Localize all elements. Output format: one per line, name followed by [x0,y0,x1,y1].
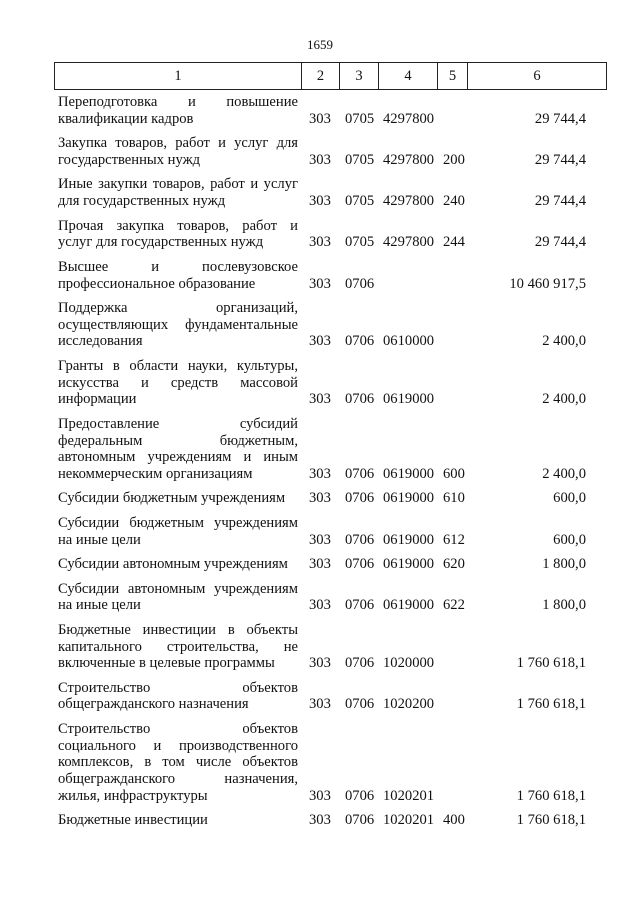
row-name-line: Прочая закупка товаров, работ и [58,217,298,234]
row-name-line: федеральным бюджетным, [58,432,298,449]
table-row [58,490,588,507]
cell-c3: 0706 [345,556,375,573]
row-name-line: Высшее и послевузовское [58,258,298,275]
table-row [58,721,588,805]
cell-c3: 0706 [345,597,375,614]
row-name-line: государственных нужд [58,151,201,168]
cell-c2: 303 [309,333,331,350]
row-name-line: Предоставление субсидий [58,415,298,432]
cell-c2: 303 [309,490,331,507]
row-name-line: Бюджетные инвестиции [58,812,208,829]
cell-c4: 1020200 [383,696,435,713]
cell-c6: 29 744,4 [534,151,586,168]
row-name [58,259,298,292]
cell-c6: 1 760 618,1 [516,696,586,713]
header-col-3: 3 [340,63,379,89]
cell-c4: 4297800 [383,151,435,168]
row-name-line: Субсидии автономным учреждениям [58,580,298,597]
page-number: 1659 [307,37,333,52]
cell-c4: 4297800 [383,193,435,210]
cell-c4: 0619000 [383,391,435,408]
table-header [54,62,607,90]
cell-c4: 0619000 [383,490,435,507]
cell-c6: 2 400,0 [542,391,586,408]
row-name-line: капитального строительства, не [58,638,298,655]
budget-table-body [58,94,588,837]
table-row [58,135,588,168]
table-row [58,622,588,672]
cell-c6: 1 760 618,1 [516,812,586,829]
cell-c2: 303 [309,787,331,804]
cell-c6: 1 800,0 [542,556,586,573]
cell-c4: 0619000 [383,556,435,573]
table-row [58,680,588,713]
cell-c3: 0706 [345,812,375,829]
cell-c3: 0706 [345,490,375,507]
header-col-1: 1 [55,63,302,89]
row-name-line: комплексов, в том числе объектов [58,754,298,771]
cell-c6: 29 744,4 [534,234,586,251]
row-name-line: квалификации кадров [58,110,194,127]
cell-c5: 200 [443,151,465,168]
row-name-line: общегражданского назначения [58,696,249,713]
row-name-line: Гранты в области науки, культуры, [58,357,298,374]
cell-c6: 1 760 618,1 [516,655,586,672]
row-name-line: Субсидии бюджетным учреждениям [58,514,298,531]
row-name-line: Поддержка организаций, [58,300,298,317]
cell-c3: 0705 [345,110,375,127]
cell-c3: 0706 [345,655,375,672]
row-name [58,218,298,251]
cell-c6: 10 460 917,5 [509,275,586,292]
cell-c2: 303 [309,110,331,127]
cell-c5: 612 [443,531,465,548]
row-name-line: общегражданского назначения, [58,771,298,788]
row-name-line: услуг для государственных нужд [58,234,264,251]
cell-c5: 400 [443,812,465,829]
cell-c3: 0706 [345,391,375,408]
cell-c6: 1 760 618,1 [516,787,586,804]
cell-c5: 610 [443,490,465,507]
cell-c2: 303 [309,812,331,829]
table-row [58,300,588,350]
cell-c6: 600,0 [553,531,586,548]
row-name [58,680,298,713]
row-name [58,581,298,614]
row-name [58,416,298,483]
cell-c2: 303 [309,696,331,713]
table-row [58,176,588,209]
cell-c2: 303 [309,655,331,672]
row-name-line: информации [58,391,137,408]
row-name-line: исследования [58,333,143,350]
row-name [58,94,298,127]
row-name [58,812,298,829]
cell-c3: 0705 [345,151,375,168]
row-name-line: Субсидии автономным учреждениям [58,556,288,573]
row-name-line: Строительство объектов [58,679,298,696]
cell-c3: 0706 [345,787,375,804]
row-name-line: Строительство объектов [58,720,298,737]
row-name-line: Переподготовка и повышение [58,94,298,110]
cell-c2: 303 [309,275,331,292]
cell-c6: 2 400,0 [542,465,586,482]
row-name-line: Закупка товаров, работ и услуг для [58,135,298,152]
table-row [58,358,588,408]
table-row [58,218,588,251]
cell-c4: 4297800 [383,110,435,127]
cell-c2: 303 [309,234,331,251]
cell-c6: 600,0 [553,490,586,507]
cell-c4: 0619000 [383,597,435,614]
cell-c5: 600 [443,465,465,482]
cell-c2: 303 [309,193,331,210]
row-name [58,721,298,805]
row-name-line: искусства и средств массовой [58,374,298,391]
row-name-line: осуществляющих фундаментальные [58,316,298,333]
table-row [58,416,588,483]
row-name-line: Субсидии бюджетным учреждениям [58,490,286,507]
cell-c6: 1 800,0 [542,597,586,614]
cell-c3: 0706 [345,465,375,482]
cell-c3: 0705 [345,234,375,251]
header-col-4: 4 [379,63,438,89]
table-row [58,812,588,829]
cell-c6: 2 400,0 [542,333,586,350]
row-name-line: Бюджетные инвестиции в объекты [58,621,298,638]
row-name-line: автономным учреждениям и иным [58,449,298,466]
cell-c3: 0706 [345,531,375,548]
row-name [58,622,298,672]
cell-c4: 4297800 [383,234,435,251]
cell-c4: 1020201 [383,787,435,804]
cell-c4: 0610000 [383,333,435,350]
row-name [58,515,298,548]
cell-c4: 0619000 [383,531,435,548]
row-name [58,358,298,408]
row-name-line: для государственных нужд [58,193,226,210]
cell-c5: 244 [443,234,465,251]
cell-c2: 303 [309,151,331,168]
cell-c5: 620 [443,556,465,573]
row-name [58,300,298,350]
cell-c2: 303 [309,597,331,614]
header-col-2: 2 [302,63,340,89]
table-row [58,556,588,573]
cell-c6: 29 744,4 [534,110,586,127]
cell-c4: 0619000 [383,465,435,482]
row-name-line: жилья, инфраструктуры [58,787,208,804]
row-name-line: социального и производственного [58,737,298,754]
table-row [58,515,588,548]
table-row [58,581,588,614]
row-name-line: на иные цели [58,597,141,614]
cell-c3: 0705 [345,193,375,210]
row-name-line: включенные в целевые программы [58,655,275,672]
row-name [58,556,298,573]
cell-c5: 240 [443,193,465,210]
header-col-5: 5 [438,63,468,89]
cell-c4: 1020000 [383,655,435,672]
cell-c3: 0706 [345,275,375,292]
cell-c6: 29 744,4 [534,193,586,210]
row-name-line: на иные цели [58,531,141,548]
cell-c3: 0706 [345,333,375,350]
table-row [58,94,588,127]
cell-c3: 0706 [345,696,375,713]
row-name-line: профессиональное образование [58,275,256,292]
row-name [58,135,298,168]
cell-c2: 303 [309,531,331,548]
cell-c2: 303 [309,391,331,408]
cell-c2: 303 [309,465,331,482]
cell-c5: 622 [443,597,465,614]
row-name-line: Иные закупки товаров, работ и услуг [58,176,298,193]
cell-c2: 303 [309,556,331,573]
row-name [58,490,298,507]
row-name-line: некоммерческим организациям [58,465,253,482]
header-col-6: 6 [533,68,541,84]
table-row [58,259,588,292]
row-name [58,176,298,209]
cell-c4: 1020201 [383,812,435,829]
